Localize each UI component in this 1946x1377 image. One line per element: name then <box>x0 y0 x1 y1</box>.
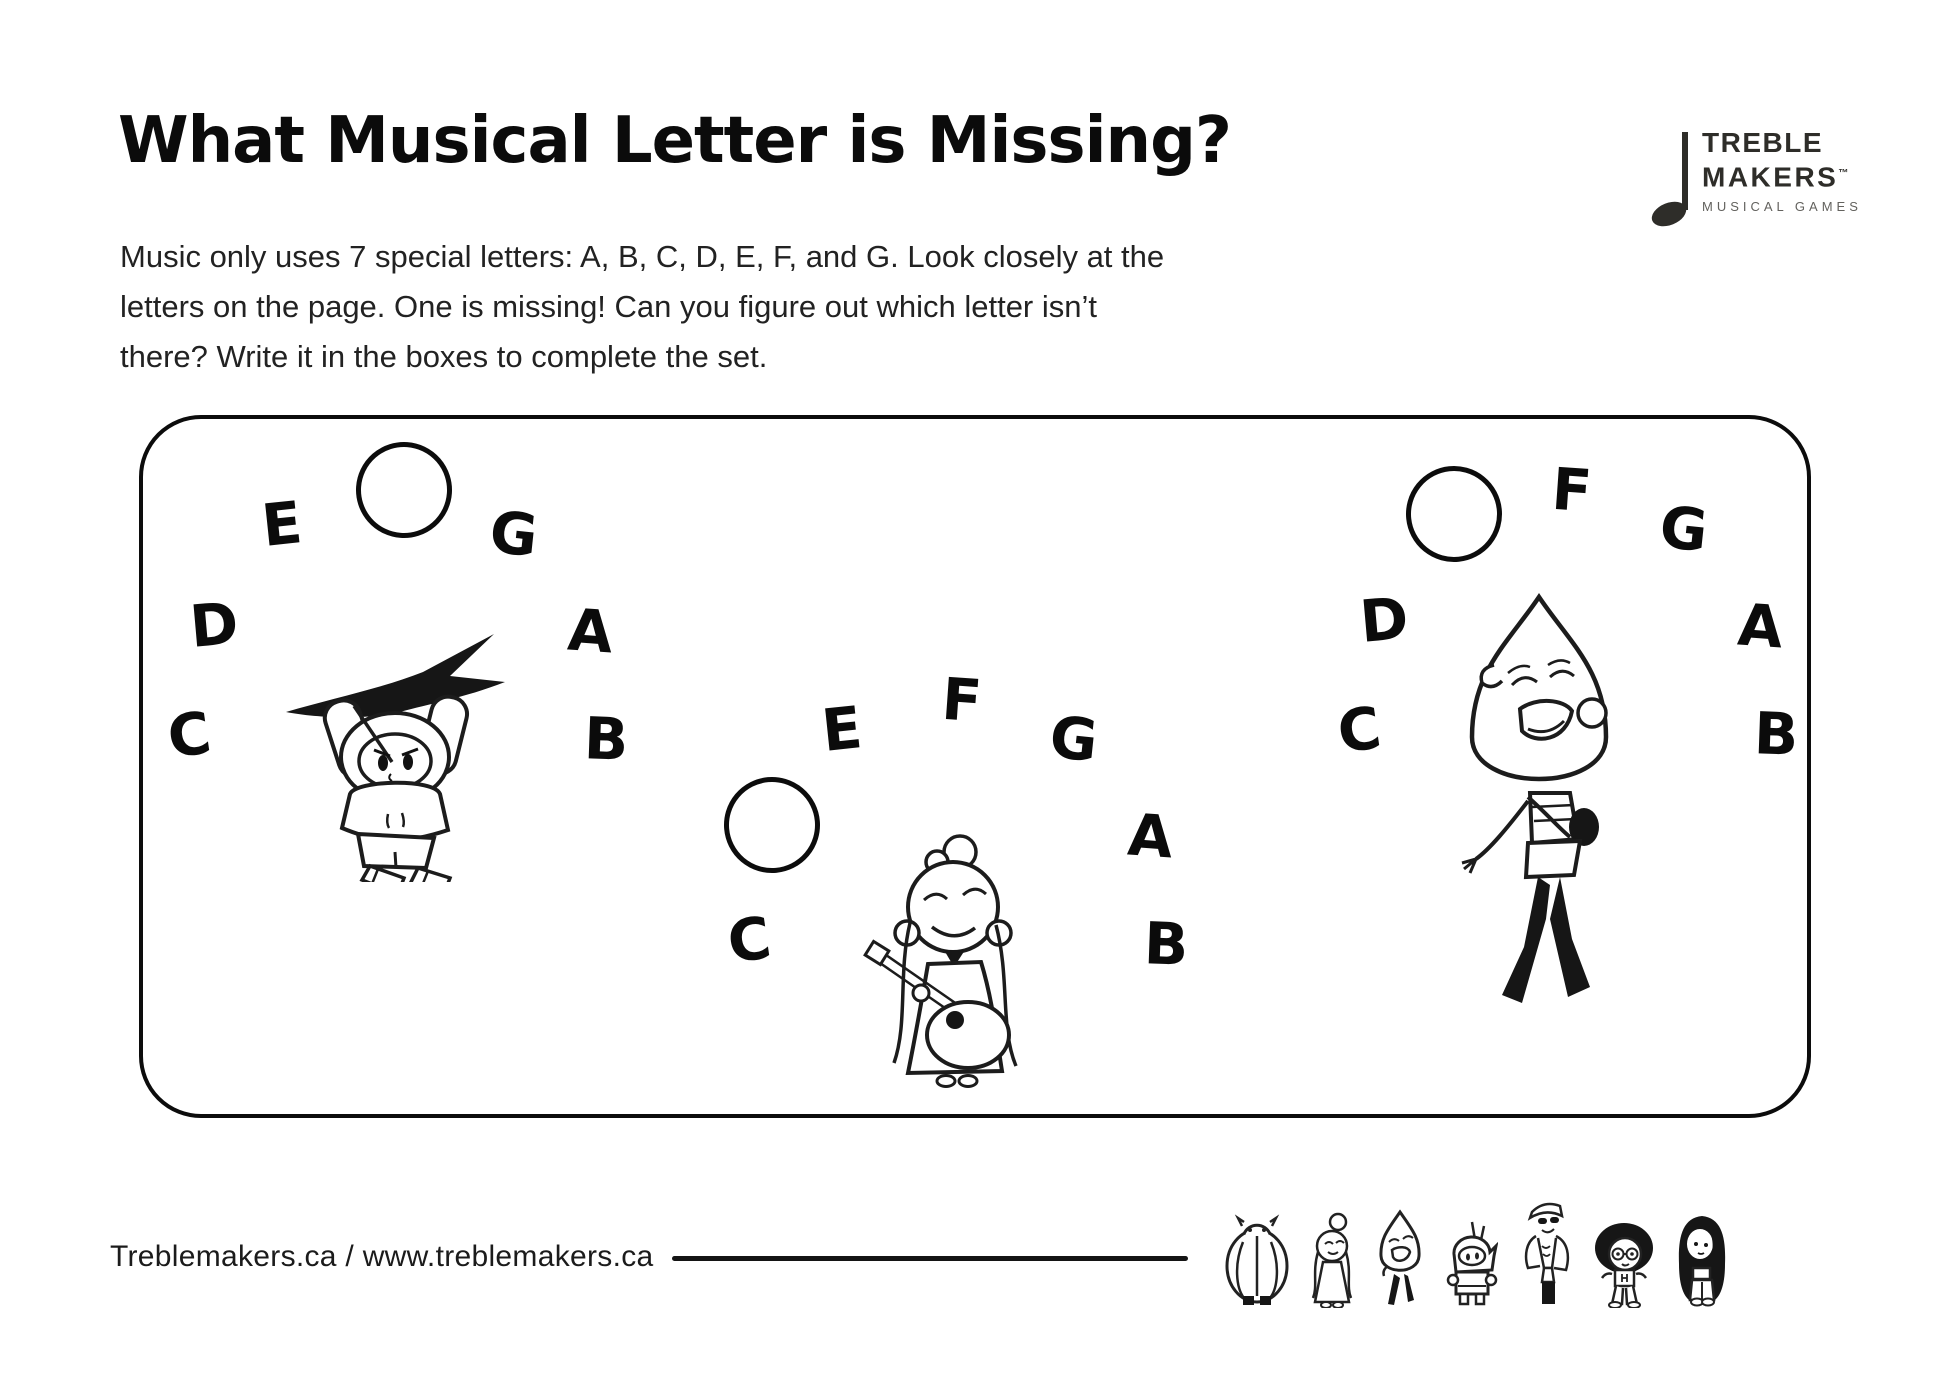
footer-divider-line <box>672 1256 1188 1261</box>
music-letter-a: A <box>1125 800 1176 872</box>
character-lineup <box>1224 1186 1824 1308</box>
music-letter-c: C <box>723 903 776 977</box>
logo-brand-line1: TREBLE <box>1702 127 1823 158</box>
music-letter-d: D <box>1357 584 1412 656</box>
music-letter-f: F <box>1549 454 1594 526</box>
instructions-line-2: letters on the page. One is missing! Can you figure out which letter isn’t <box>120 289 1097 324</box>
curly-hair-girl-icon <box>1592 1212 1656 1308</box>
trademark-symbol: ™ <box>1838 168 1849 179</box>
treblemakers-logo <box>1650 128 1862 235</box>
music-letter-g: G <box>1656 492 1712 566</box>
music-letter-c: C <box>1333 693 1386 767</box>
music-letter-g: G <box>486 497 542 571</box>
instructions-line-3: there? Write it in the boxes to complete the set. <box>120 339 768 374</box>
music-letter-b: B <box>582 704 630 774</box>
music-letter-b: B <box>1142 909 1190 979</box>
music-letter-d: D <box>187 589 242 661</box>
music-letter-g: G <box>1046 702 1102 776</box>
instructions-text <box>120 232 1164 382</box>
cool-guy-sunglasses-icon <box>1516 1198 1574 1308</box>
quarter-note-icon <box>1650 128 1694 235</box>
music-letter-f: F <box>939 664 984 736</box>
website-text: Treblemakers.ca / www.treblemakers.ca <box>110 1240 654 1273</box>
missing-letter-box[interactable] <box>720 773 824 877</box>
music-letter-e: E <box>818 693 866 765</box>
round-caped-kid-icon <box>1224 1204 1290 1308</box>
singer-with-microphone <box>1432 587 1644 1011</box>
letter-circle-group-right <box>1320 445 1820 835</box>
instructions-line-1: Music only uses 7 special letters: A, B, C, D, E, F, and G. Look closely at the <box>120 239 1165 274</box>
long-hair-girl-icon <box>1674 1212 1730 1308</box>
girl-playing-guitar <box>860 833 1045 1088</box>
logo-brand-line2: MAKERS™ <box>1702 161 1849 193</box>
helmet-kid-icon <box>1444 1220 1498 1308</box>
music-letter-a: A <box>565 595 616 667</box>
music-letter-b: B <box>1752 699 1800 769</box>
music-letter-a: A <box>1735 590 1786 662</box>
kid-with-paper-plane-hat <box>278 622 510 882</box>
logo-tagline: MUSICAL GAMES <box>1702 199 1862 215</box>
letter-circle-group-middle <box>710 655 1210 1045</box>
page-title: What Musical Letter is Missing? <box>118 104 1232 178</box>
missing-letter-box[interactable] <box>1401 461 1507 567</box>
teardrop-singer-icon <box>1374 1208 1426 1308</box>
music-letter-e: E <box>258 488 306 560</box>
girl-with-bun-icon <box>1308 1210 1356 1308</box>
letter-circle-group-left <box>150 450 650 840</box>
missing-letter-box[interactable] <box>353 439 455 541</box>
music-letter-c: C <box>163 698 216 772</box>
